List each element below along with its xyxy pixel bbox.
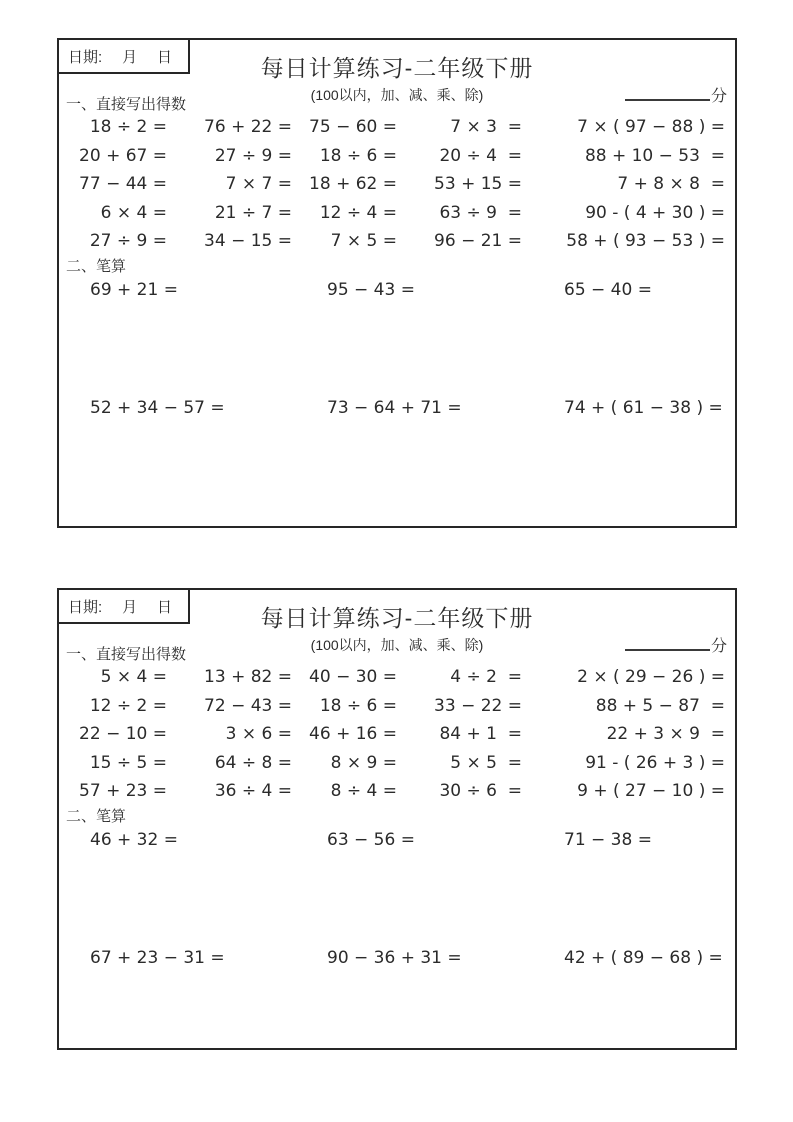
problem-expression: 74 + ( 61 − 38 ) = [564,398,723,418]
problem-expression: 52 + 34 − 57 = [90,398,225,418]
problem-expression: 7 × 5 = [330,231,397,252]
problem-expression: 9 + ( 27 − 10 ) = [577,781,725,802]
problem-expression: 12 ÷ 4 = [319,202,397,223]
worksheet-subtitle: (100以内，加、减、乘、除) [310,87,484,103]
problem-expression: 67 + 23 − 31 = [90,948,225,968]
written-problems-grid [90,830,725,968]
problem-expression: 91 - ( 26 + 3 ) = [585,752,725,773]
problem-expression: 71 − 38 = [564,830,652,850]
problem-expression: 6 × 4 = [100,202,167,223]
date-label: 日期: [68,48,103,66]
worksheet-1 [57,38,737,528]
problem-expression: 69 + 21 = [90,280,178,300]
day-label: 日 [156,598,172,616]
problem-expression: 20 ÷ 4 = [439,145,522,166]
problem-expression: 75 − 60 = [309,117,397,138]
problem-expression: 7 × ( 97 − 88 ) = [577,117,725,138]
problem-expression: 53 + 15 = [434,174,522,195]
problem-expression: 22 − 10 = [79,724,167,745]
problem-expression: 76 + 22 = [204,117,292,138]
problem-expression: 57 + 23 = [79,781,167,802]
day-label: 日 [156,48,172,66]
section-1-heading: 一、直接写出得数 [66,646,187,663]
problem-expression: 40 − 30 = [309,667,397,688]
score-unit-label: 分 [710,88,727,105]
problem-expression: 63 ÷ 9 = [439,202,522,223]
problem-expression: 65 − 40 = [564,280,652,300]
problem-expression: 7 × 7 = [225,174,292,195]
problem-expression: 84 + 1 = [439,724,522,745]
problem-expression: 88 + 5 − 87 = [595,695,725,716]
problem-expression: 27 ÷ 9 = [214,145,292,166]
problem-expression: 46 + 16 = [309,724,397,745]
problem-expression: 46 + 32 = [90,830,178,850]
problem-expression: 18 ÷ 6 = [319,695,397,716]
problem-expression: 18 ÷ 2 = [89,117,167,138]
problem-expression: 12 ÷ 2 = [89,695,167,716]
problem-expression: 21 ÷ 7 = [214,202,292,223]
problem-expression: 27 ÷ 9 = [89,231,167,252]
problem-expression: 77 − 44 = [79,174,167,195]
problem-expression: 96 − 21 = [434,231,522,252]
problem-expression: 73 − 64 + 71 = [327,398,462,418]
problem-expression: 15 ÷ 5 = [89,752,167,773]
problem-expression: 34 − 15 = [204,231,292,252]
problem-expression: 95 − 43 = [327,280,415,300]
oral-problems-grid [73,663,725,806]
problem-expression: 72 − 43 = [204,695,292,716]
section-2-heading: 二、笔算 [66,258,127,275]
problem-expression: 58 + ( 93 − 53 ) = [566,231,725,252]
problem-expression: 30 ÷ 6 = [439,781,522,802]
date-label: 日期: [68,598,103,616]
worksheet-title: 每日计算练习-二年级下册 [260,605,534,631]
problem-expression: 64 ÷ 8 = [214,752,292,773]
month-label: 月 [122,598,138,616]
problem-expression: 3 × 6 = [225,724,292,745]
problem-expression: 88 + 10 − 53 = [584,145,725,166]
worksheet-2 [57,588,737,1050]
month-label: 月 [122,48,138,66]
section-1-heading: 一、直接写出得数 [66,96,187,113]
problem-expression: 18 ÷ 6 = [319,145,397,166]
problem-expression: 4 ÷ 2 = [450,667,522,688]
problem-expression: 33 − 22 = [434,695,522,716]
problem-expression: 7 × 3 = [450,117,522,138]
problem-expression: 7 + 8 × 8 = [617,174,725,195]
score-blank-line [625,634,710,651]
oral-problems-grid [73,113,725,256]
problem-expression: 8 × 9 = [330,752,397,773]
problem-expression: 2 × ( 29 − 26 ) = [577,667,725,688]
problem-expression: 42 + ( 89 − 68 ) = [564,948,723,968]
problem-expression: 5 × 4 = [100,667,167,688]
problem-expression: 13 + 82 = [204,667,292,688]
problem-expression: 5 × 5 = [450,752,522,773]
problem-expression: 20 + 67 = [79,145,167,166]
problem-expression: 22 + 3 × 9 = [606,724,725,745]
problem-expression: 90 - ( 4 + 30 ) = [585,202,725,223]
problem-expression: 8 ÷ 4 = [330,781,397,802]
problem-expression: 90 − 36 + 31 = [327,948,462,968]
score-unit-label: 分 [710,638,727,655]
score-field [625,84,727,106]
problem-expression: 18 + 62 = [309,174,397,195]
section-2-heading: 二、笔算 [66,808,127,825]
problem-expression: 36 ÷ 4 = [214,781,292,802]
worksheet-title: 每日计算练习-二年级下册 [260,55,534,81]
score-blank-line [625,84,710,101]
written-problems-grid [90,280,725,418]
problem-expression: 63 − 56 = [327,830,415,850]
score-field [625,634,727,656]
worksheet-subtitle: (100以内，加、减、乘、除) [310,637,484,653]
